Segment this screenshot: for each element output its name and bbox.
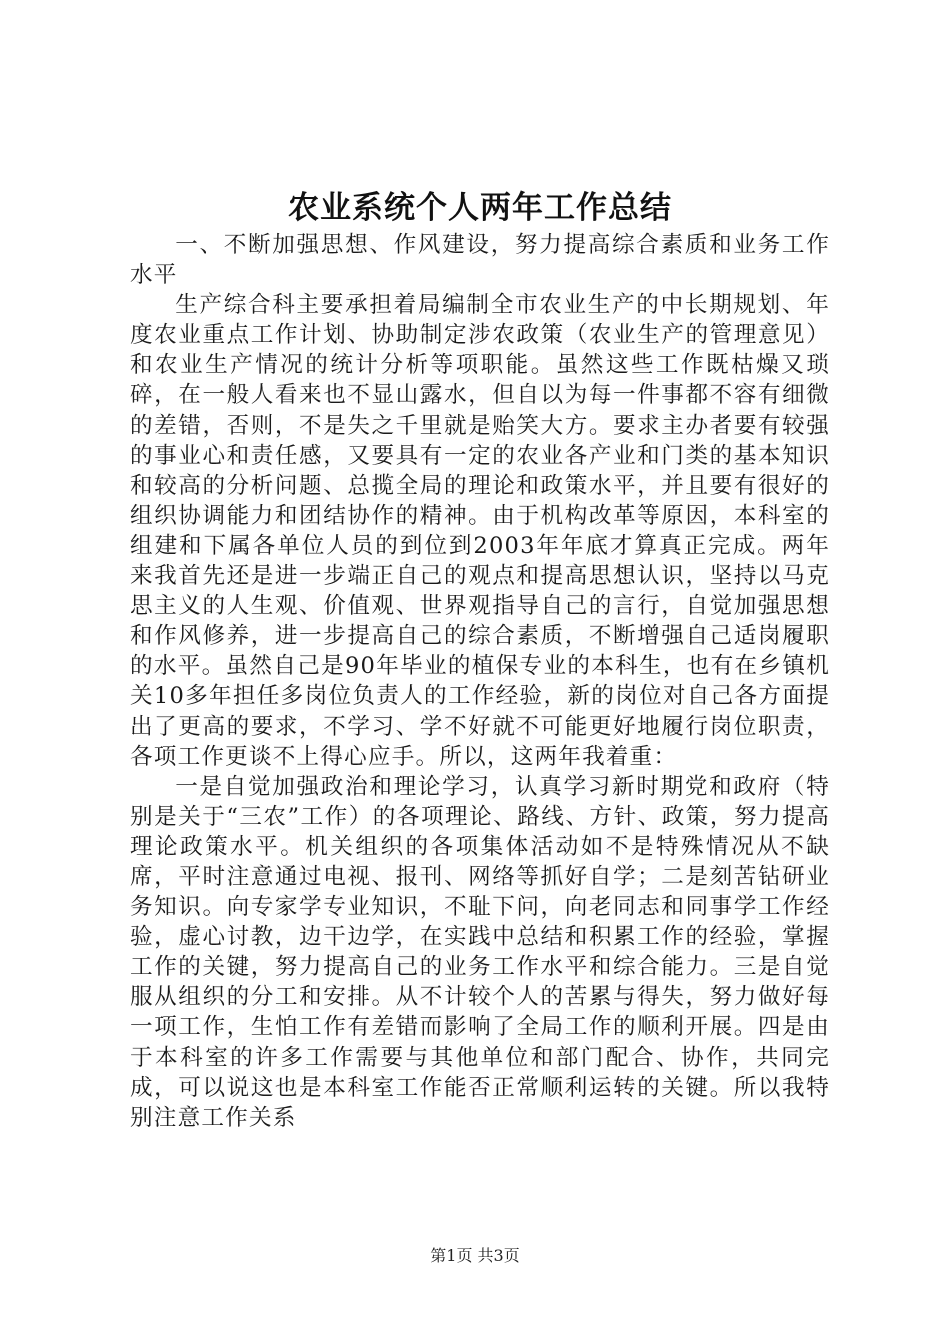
body-paragraph: 生产综合科主要承担着局编制全市农业生产的中长期规划、年度农业重点工作计划、协助制定涉农政策（农业生产的管理意见）和农业生产情况的统计分析等项职能。虽然这些工作既枯燥又琐碎，在一般人看来也不显山露水，但自以为每一件事都不容有细微的差错，否则，不是失之千里就是贻笑大方。要求主办者要有较强的事业心和责任感，又要具有一定的农业各产业和门类的基本知识和较高的分析问题、总揽全局的理论和政策水平，并且要有很好的组织协调能力和团结协作的精神。由于机构改革等原因，本科室的组建和下属各单位人员的到位到2003年年底才算真正完成。两年来我首先还是进一步端正自己的观点和提高思想认识，坚持以马克思主义的人生观、价值观、世界观指导自己的言行，自觉加强思想和作风修养，进一步提高自己的综合素质，不断增强自己适岗履职的水平。虽然自己是90年毕业的植保专业的本科生，也有在乡镇机关10多年担任多岗位负责人的工作经验，新的岗位对自己各方面提出了更高的要求，不学习、学不好就不可能更好地履行岗位职责，各项工作更谈不上得心应手。所以，这两年我着重：	[130, 292, 830, 770]
document-title: 农业系统个人两年工作总结	[288, 190, 672, 226]
section-heading: 一、不断加强思想、作风建设，努力提高综合素质和业务工作水平	[130, 232, 830, 289]
document-body	[130, 186, 830, 1133]
page-number: 第1页 共3页	[430, 1246, 520, 1265]
body-paragraph: 一是自觉加强政治和理论学习，认真学习新时期党和政府（特别是关于“三农”工作）的各项理论、路线、方针、政策，努力提高理论政策水平。机关组织的各项集体活动如不是特殊情况从不缺席，平时注意通过电视、报刊、网络等抓好自学；二是刻苦钻研业务知识。向专家学专业知识，不耻下问，向老同志和同事学工作经验，虚心讨教，边干边学，在实践中总结和积累工作的经验，掌握工作的关键，努力提高自己的业务工作水平和综合能力。三是自觉服从组织的分工和安排。从不计较个人的苦累与得失，努力做好每一项工作，生怕工作有差错而影响了全局工作的顺利开展。四是由于本科室的许多工作需要与其他单位和部门配合、协作，共同完成，可以说这也是本科室工作能否正常顺利运转的关键。所以我特别注意工作关系	[130, 773, 830, 1131]
